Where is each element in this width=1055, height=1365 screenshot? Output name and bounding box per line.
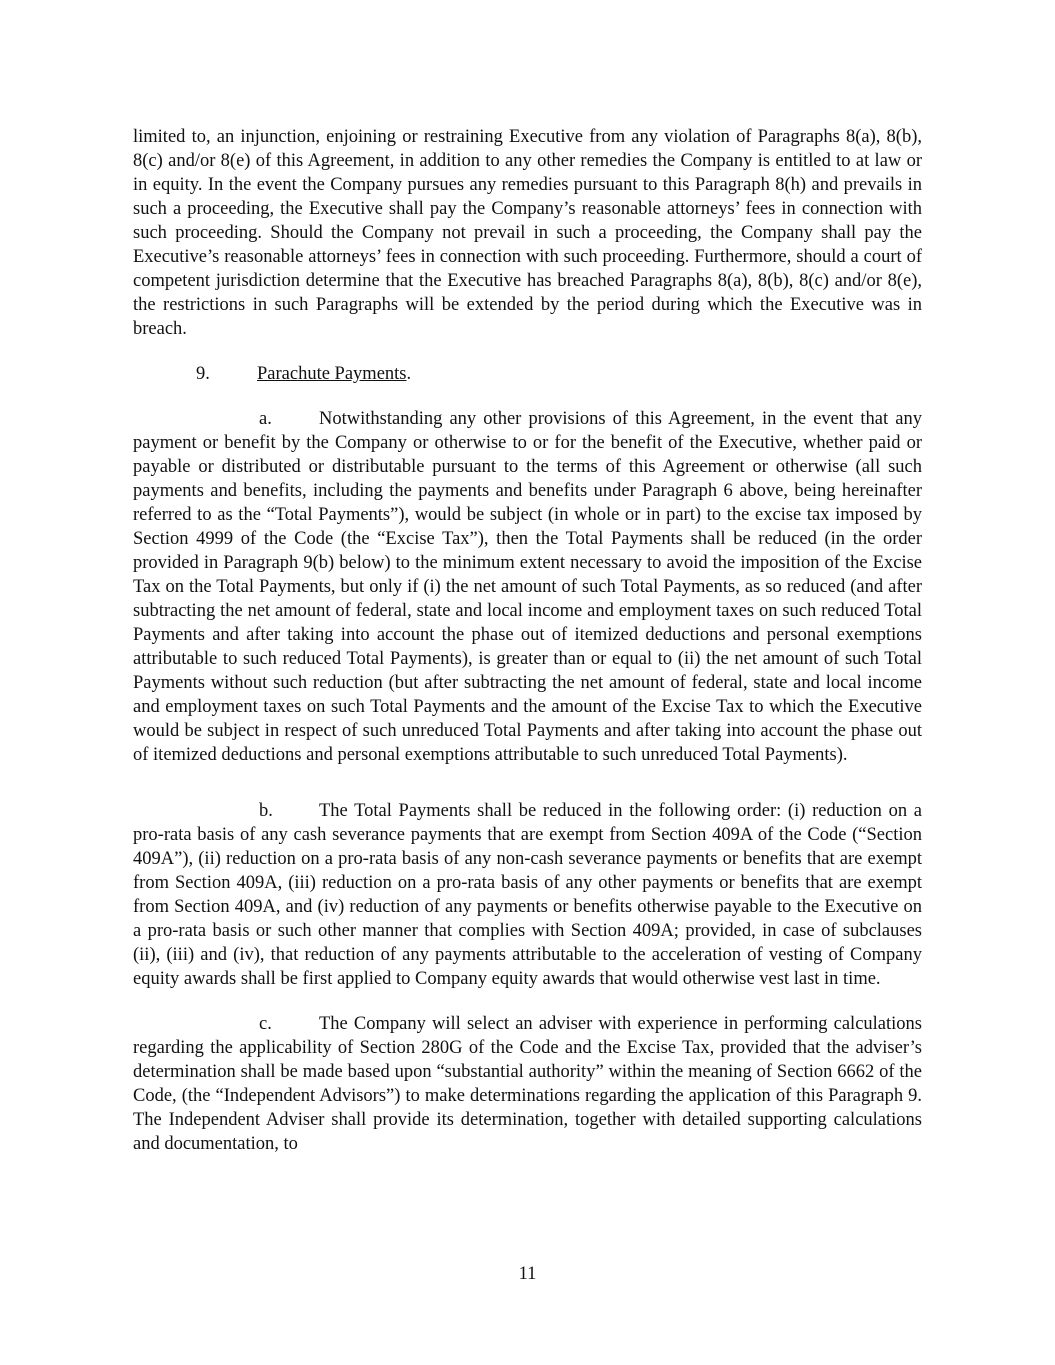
subparagraph-c bbox=[133, 1012, 922, 1156]
subparagraph-label: a. bbox=[259, 409, 272, 429]
subparagraph-a bbox=[133, 407, 922, 767]
subparagraph-label: c. bbox=[259, 1014, 272, 1034]
subparagraph-text: The Total Payments shall be reduced in the following order: (i) reduction on a pro-rata basis of any cash severance payments that are exempt from Section 409A of the Code (“Section 409A”), (ii) reduction on a pro-rata basis of any non-cash severance payments or benefits that are exempt from Section 409A, (iii) reduction on a pro-rata basis of any other payments or benefits that are exempt from Section 409A, and (iv) reduction of any payments or benefits otherwise payable to the Executive on a pro-rata basis or such other manner that complies with Section 409A; provided, in case of subclauses (ii), (iii) and (iv), that reduction of any payments attributable to the acceleration of vesting of Company equity awards shall be first applied to Company equity awards that would otherwise vest last in time. bbox=[133, 801, 922, 989]
subparagraph-label: b. bbox=[259, 801, 273, 821]
section-number: 9. bbox=[196, 364, 210, 384]
continuation-paragraph: limited to, an injunction, enjoining or restraining Executive from any violation of Paragraphs 8(a), 8(b), 8(c) and/or 8(e) of this Agreement, in addition to any other remedies the Company is entitled to at law or in equity. In the event the Company pursues any remedies pursuant to this Paragraph 8(h) and prevails in such a proceeding, the Executive shall pay the Company’s reasonable attorneys’ fees in connection with such proceeding. Should the Company not prevail in such a proceeding, the Company shall pay the Executive’s reasonable attorneys’ fees in connection with such proceeding. Furthermore, should a court of competent jurisdiction determine that the Executive has breached Paragraphs 8(a), 8(b), 8(c) and/or 8(e), the restrictions in such Paragraphs will be extended by the period during which the Executive was in breach. bbox=[133, 127, 922, 339]
page-number: 11 bbox=[518, 1264, 537, 1284]
subparagraph-b bbox=[133, 799, 922, 991]
document-body bbox=[133, 125, 922, 1156]
section-heading bbox=[133, 362, 922, 386]
section-title: Parachute Payments bbox=[257, 364, 407, 384]
subparagraph-text: The Company will select an adviser with experience in performing calculations regarding the applicability of Section 280G of the Code and the Excise Tax, provided that the adviser’s determination shall be made based upon “substantial authority” within the meaning of Section 6662 of the Code, (the “Independent Advisors”) to make determinations regarding the application of this Paragraph 9. The Independent Adviser shall provide its determination, together with detailed supporting calculations and documentation, to bbox=[133, 1014, 922, 1154]
section-title-period: . bbox=[406, 364, 412, 384]
subparagraph-text: Notwithstanding any other provisions of this Agreement, in the event that any payment or benefit by the Company or otherwise to or for the benefit of the Executive, whether paid or payable or distributed or distributable pursuant to the terms of this Agreement or otherwise (all such payments and benefits, including the payments and benefits under Paragraph 6 above, being hereinafter referred to as the “Total Payments”), would be subject (in whole or in part) to the excise tax imposed by Section 4999 of the Code (the “Excise Tax”), then the Total Payments shall be reduced (in the order provided in Paragraph 9(b) below) to the minimum extent necessary to avoid the imposition of the Excise Tax on the Total Payments, but only if (i) the net amount of such Total Payments, as so reduced (and after subtracting the net amount of federal, state and local income and employment taxes on such reduced Total Payments and after taking into account the phase out of itemized deductions and personal exemptions attributable to such reduced Total Payments), is greater than or equal to (ii) the net amount of such Total Payments without such reduction (but after subtracting the net amount of federal, state and local income and employment taxes on such Total Payments and the amount of the Excise Tax to which the Executive would be subject in respect of such unreduced Total Payments and after taking into account the phase out of itemized deductions and personal exemptions attributable to such unreduced Total Payments). bbox=[133, 409, 922, 765]
